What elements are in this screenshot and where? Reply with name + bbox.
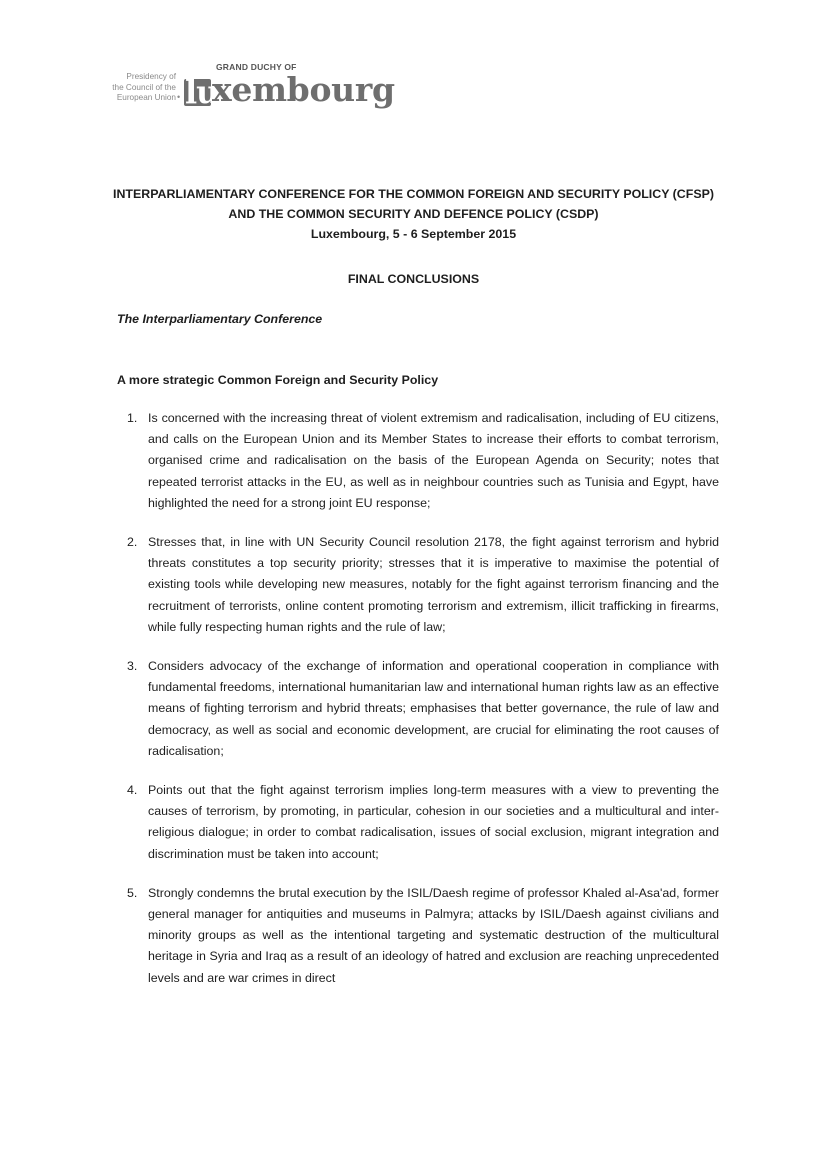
list-item bbox=[117, 656, 719, 762]
lu-logo-icon: lu bbox=[185, 73, 219, 111]
item-text: Stresses that, in line with UN Security Council resolution 2178, the fight against terrorism and hybrid threats constitutes a top security priority; stresses that it is imperative to maximise the potential of existing tools while developing new measures, notably for the fight against terrorism financing and the recruitment of terrorists, online content promoting terrorism and extremism, illicit trafficking in firearms, while fully respecting human rights and the rule of law; bbox=[148, 535, 719, 634]
heading-date: Luxembourg, 5 - 6 September 2015 bbox=[310, 227, 517, 241]
item-text: Is concerned with the increasing threat of violent extremism and radicalisation, including of EU citizens, and calls on the European Union and its Member States to increase their efforts to combat terrorism, organised crime and radicalisation on the basis of the European Agenda on Security; notes that repeated terrorist attacks in the EU, as well as in neighbour countries such as Tunisia and Egypt, have highlighted the need for a strong joint EU response; bbox=[148, 411, 719, 510]
logo-bullet-icon: • bbox=[177, 92, 181, 102]
conclusions-list bbox=[117, 408, 719, 1007]
item-text: Points out that the fight against terrorism implies long-term measures with a view to preventing the causes of terrorism, by promoting, in particular, cohesion in our societies and a multicultural and inter-religious dialogue; in order to combat radicalisation, issues of social exclusion, migrant integration and discrimination must be taken into account; bbox=[148, 783, 719, 861]
wordmark-text: xembourg bbox=[212, 70, 395, 109]
presidency-label bbox=[88, 72, 176, 104]
item-number: 1. bbox=[127, 411, 138, 425]
list-item bbox=[117, 532, 719, 638]
heading-line: AND THE COMMON SECURITY AND DEFENCE POLICY (CSDP) bbox=[228, 207, 599, 221]
item-number: 2. bbox=[127, 535, 138, 550]
section-title: A more strategic Common Foreign and Security Policy bbox=[117, 373, 439, 387]
item-text: Strongly condemns the brutal execution by the ISIL/Daesh regime of professor Khaled al-Asa'ad, former general manager for antiquities and museums in Palmyra; attacks by ISIL/Daesh against civilians and minority groups as well as the intentional targeting and systematic destruction of the multicultural heritage in Syria and Iraq as a result of an ideology of hatred and exclusion are reaching unprecedented levels and are war crimes in direct bbox=[148, 885, 719, 985]
list-item bbox=[117, 780, 719, 865]
presidency-logo bbox=[88, 62, 395, 114]
list-item bbox=[117, 408, 719, 514]
list-item bbox=[117, 883, 719, 989]
presidency-line: European Union bbox=[116, 93, 176, 102]
heading-line: INTERPARLIAMENTARY CONFERENCE FOR THE COMMON FOREIGN AND SECURITY POLICY (CFSP) bbox=[113, 187, 714, 201]
presidency-line: the Council of the bbox=[112, 82, 176, 92]
final-conclusions-title: FINAL CONCLUSIONS bbox=[347, 272, 480, 286]
intro-label: The Interparliamentary Conference bbox=[117, 312, 323, 326]
item-number: 3. bbox=[127, 659, 138, 674]
conference-heading bbox=[110, 184, 717, 244]
item-text: Considers advocacy of the exchange of information and operational cooperation in compliance with fundamental freedoms, international humanitarian law and international human rights law as an effective means of fighting terrorism and hybrid threats; emphasises that better governance, the rule of law and democracy, as well as social and economic development, are crucial for eliminating the root causes of radicalisation; bbox=[148, 659, 719, 758]
grand-duchy-label: GRAND DUCHY OF bbox=[216, 62, 297, 72]
presidency-line: Presidency of bbox=[126, 72, 176, 81]
item-number: 4. bbox=[127, 783, 138, 798]
item-number: 5. bbox=[127, 885, 138, 900]
